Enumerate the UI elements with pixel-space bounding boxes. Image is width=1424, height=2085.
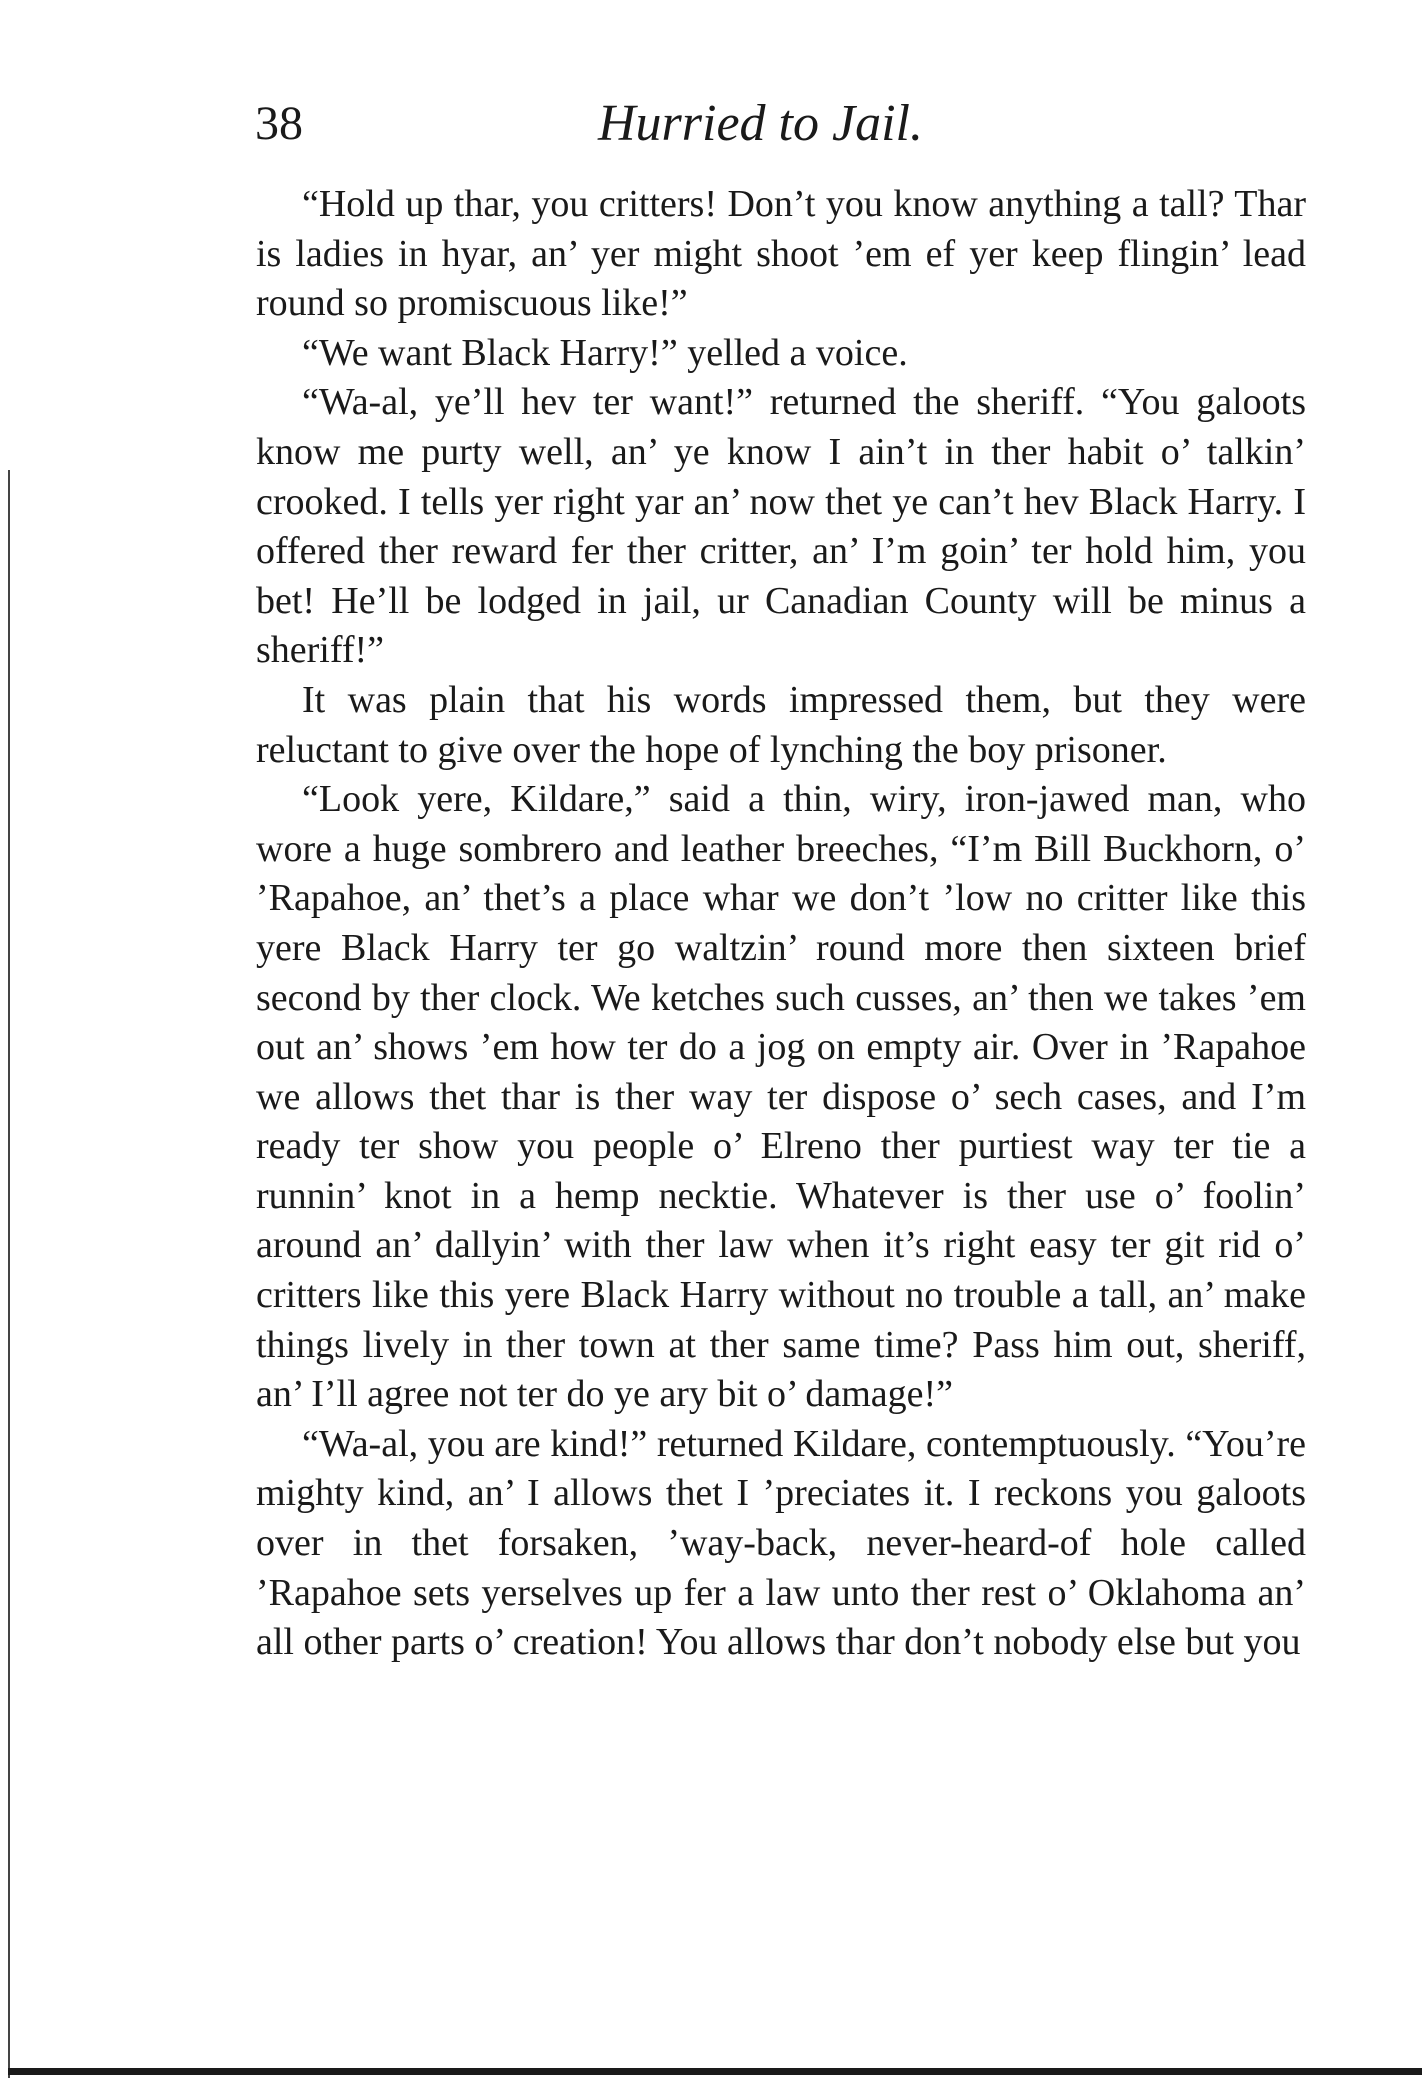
scan-bottom-edge — [8, 2068, 1422, 2075]
paragraph: It was plain that his words impressed them, but they were reluctant to give over the hope of lynching the boy prisoner. — [256, 678, 1306, 771]
body-text — [256, 180, 1306, 1668]
paragraph: “Hold up thar, you critters! Don’t you know anything a tall? Thar is ladies in hyar, an’ yer might shoot ’em ef yer keep flingin’ lead round so promiscuous like!” — [256, 183, 1306, 325]
paragraph: “We want Black Harry!” yelled a voice. — [302, 331, 908, 374]
paragraph: “Wa-al, ye’ll hev ter want!” returned the sheriff. “You galoots know me purty well, an’ ye know I ain’t in ther habit o’ talkin’ crooked. I tells yer right yar an’ now thet ye can’t hev Black Harry. I offered ther reward fer ther critter, an’ I’m goin’ ter hold him, you bet! He’ll be lodged in jail, ur Canadian County will be minus a sheriff!” — [256, 381, 1306, 672]
paragraph: “Wa-al, you are kind!” returned Kildare, contemptuously. “You’re mighty kind, an’ I allows thet I ’preciates it. I reckons you galoots over in thet forsaken, ’way-back, never-heard-of hole called ’Rapahoe sets yerselves up fer a law unto ther rest o’ Oklahoma an’ all other parts o’ creation! You allows thar don’t nobody else but you — [256, 1422, 1306, 1664]
paragraph: “Look yere, Kildare,” said a thin, wiry, iron-jawed man, who wore a huge sombrero and leather breeches, “I’m Bill Buckhorn, o’ ’Rapahoe, an’ thet’s a place whar we don’t ’low no critter like this yere Black Harry ter go waltzin’ round more then sixteen brief second by ther clock. We ketches such cusses, an’ then we takes ’em out an’ shows ’em how ter do a jog on empty air. Over in ’Rapahoe we allows thet thar is ther way ter dispose o’ sech cases, and I’m ready ter show you people o’ Elreno ther purtiest way ter tie a runnin’ knot in a hemp necktie. Whatever is ther use o’ foolin’ around an’ dallyin’ with ther law when it’s right easy ter git rid o’ critters like this yere Black Harry without no trouble a tall, an’ make things lively in ther town at ther same time? Pass him out, sheriff, an’ I’ll agree not ter do ye ary bit o’ damage!” — [256, 778, 1306, 1416]
running-title: Hurried to Jail. — [598, 95, 923, 152]
page-number: 38 — [255, 97, 303, 150]
scan-edge-line — [8, 470, 10, 2078]
